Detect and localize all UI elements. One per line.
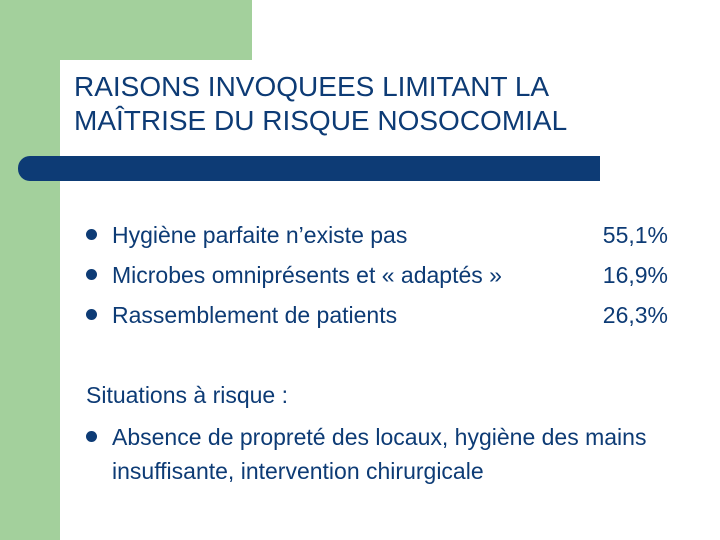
situation-item: [84, 420, 694, 488]
reason-item: [84, 260, 674, 300]
green-side-band: [0, 0, 60, 540]
title-underline-bar: [18, 156, 600, 181]
bullet-icon: [86, 269, 97, 280]
reason-percentage: 55,1%: [599, 220, 668, 250]
situation-text: Absence de propreté des locaux, hygiène des mains insuffisante, intervention chirurgicale: [112, 424, 647, 484]
bullet-icon: [86, 229, 97, 240]
reason-percentage: 26,3%: [599, 300, 668, 330]
situations-list: [84, 420, 694, 488]
reason-label: Hygiène parfaite n’existe pas: [112, 222, 408, 248]
reason-label: Microbes omniprésents et « adaptés »: [112, 262, 502, 288]
reason-percentage: 16,9%: [599, 260, 668, 290]
green-top-band: [0, 0, 252, 60]
reason-label: Rassemblement de patients: [112, 302, 398, 328]
reasons-list: [84, 220, 674, 340]
reason-item: [84, 220, 674, 260]
situations-heading: Situations à risque :: [86, 382, 289, 408]
bullet-icon: [86, 431, 97, 442]
reason-item: [84, 300, 674, 340]
slide-title: RAISONS INVOQUEES LIMITANT LA MAÎTRISE DU RISQUE NOSOCOMIAL: [74, 71, 568, 136]
bullet-icon: [86, 309, 97, 320]
